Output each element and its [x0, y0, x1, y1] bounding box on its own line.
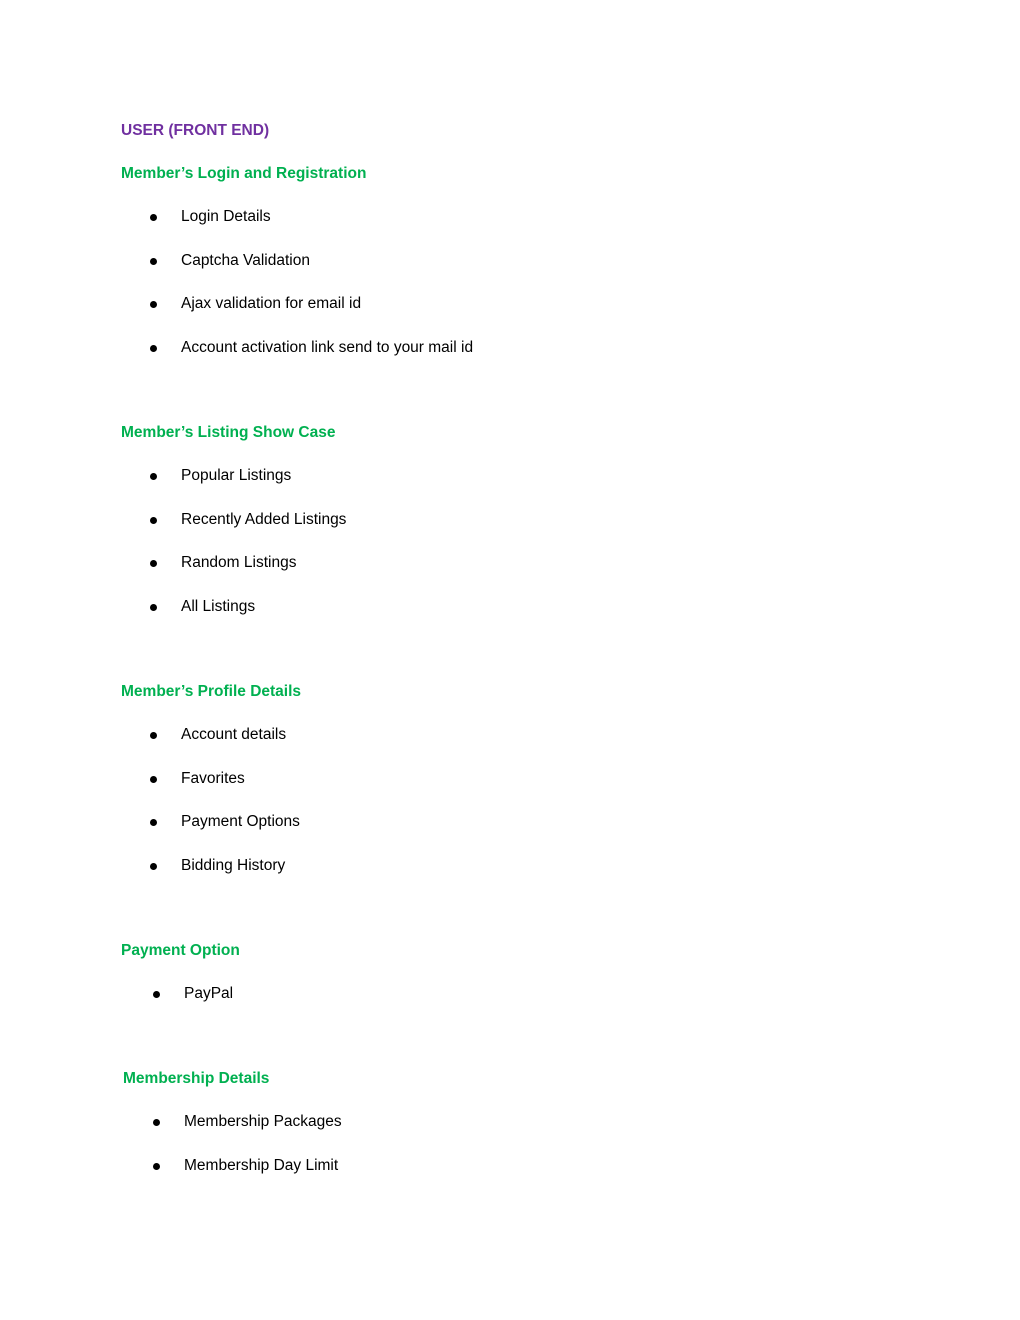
- list-item: All Listings: [150, 598, 255, 616]
- bullet-icon: [153, 1119, 160, 1126]
- list-item: Membership Day Limit: [153, 1157, 338, 1175]
- list-item: Bidding History: [150, 857, 285, 875]
- list-item: Payment Options: [150, 813, 300, 831]
- bullet-icon: [150, 214, 157, 221]
- bullet-icon: [150, 776, 157, 783]
- list-item: Account details: [150, 726, 286, 744]
- section-heading-listing: Member’s Listing Show Case: [121, 424, 336, 441]
- bullet-icon: [150, 604, 157, 611]
- list-item: Ajax validation for email id: [150, 295, 361, 313]
- bullet-icon: [150, 560, 157, 567]
- bullet-icon: [150, 517, 157, 524]
- list-item: PayPal: [153, 985, 233, 1003]
- list-item: Membership Packages: [153, 1113, 342, 1131]
- section-heading-login: Member’s Login and Registration: [121, 165, 367, 182]
- list-item: Favorites: [150, 770, 245, 788]
- list-item: Account activation link send to your mail id: [150, 339, 473, 357]
- bullet-icon: [150, 301, 157, 308]
- bullet-icon: [150, 819, 157, 826]
- bullet-icon: [150, 863, 157, 870]
- bullet-icon: [150, 345, 157, 352]
- section-heading-payment: Payment Option: [121, 942, 240, 959]
- list-item: Recently Added Listings: [150, 511, 346, 529]
- bullet-icon: [150, 473, 157, 480]
- section-heading-profile: Member’s Profile Details: [121, 683, 302, 700]
- list-item: Captcha Validation: [150, 252, 310, 270]
- document-title: USER (FRONT END): [121, 122, 270, 139]
- bullet-icon: [150, 258, 157, 265]
- list-item: Popular Listings: [150, 467, 291, 485]
- bullet-icon: [153, 991, 160, 998]
- list-item: Login Details: [150, 208, 271, 226]
- bullet-icon: [150, 732, 157, 739]
- section-heading-membership: Membership Details: [123, 1070, 270, 1087]
- list-item: Random Listings: [150, 554, 296, 572]
- bullet-icon: [153, 1163, 160, 1170]
